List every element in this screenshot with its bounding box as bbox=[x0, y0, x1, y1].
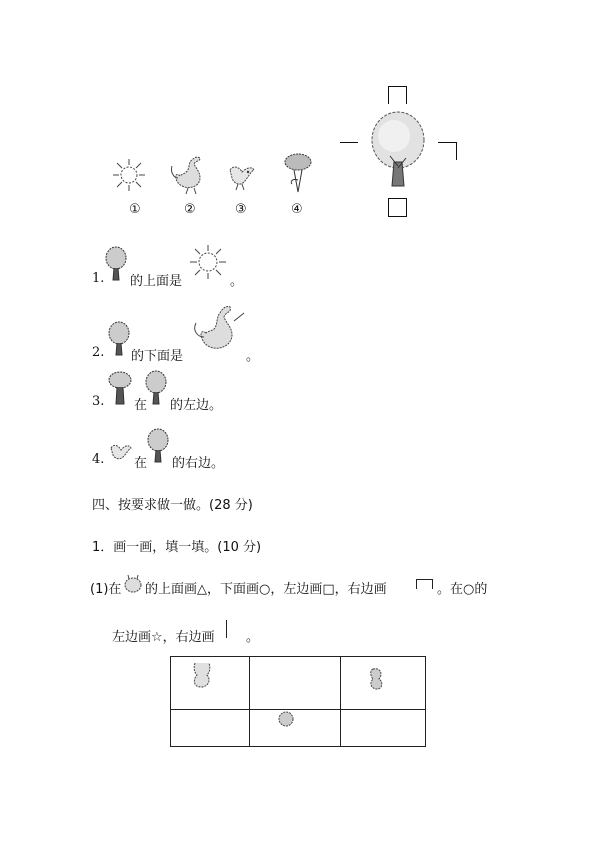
tree-icon bbox=[107, 321, 131, 357]
answer-box-top[interactable] bbox=[388, 86, 407, 104]
question-number: 2. bbox=[92, 345, 105, 360]
grid-cell[interactable] bbox=[341, 710, 426, 747]
label-2: ② bbox=[184, 202, 196, 217]
grid-cell[interactable] bbox=[250, 657, 341, 710]
instruction-text: 。在○的 bbox=[437, 582, 488, 597]
label-3: ③ bbox=[235, 202, 247, 217]
rabbit-icon bbox=[189, 661, 215, 689]
label-1: ① bbox=[129, 202, 141, 217]
question-end: 的右边。 bbox=[172, 456, 225, 471]
rooster-icon bbox=[166, 152, 210, 196]
empty-box-symbol bbox=[416, 579, 433, 589]
rooster-icon bbox=[190, 303, 246, 359]
bird-icon bbox=[224, 158, 258, 192]
question-text: 在 bbox=[134, 456, 148, 471]
answer-box-right[interactable] bbox=[438, 142, 457, 160]
squirrel-icon bbox=[367, 665, 385, 691]
bird-icon bbox=[108, 440, 134, 464]
grid-cell[interactable] bbox=[250, 710, 341, 747]
flower-icon bbox=[282, 150, 314, 196]
grid-cell[interactable] bbox=[171, 657, 250, 710]
big-tree-icon bbox=[368, 110, 428, 190]
sun-icon bbox=[110, 157, 148, 193]
question-text: 的上面是 bbox=[130, 274, 183, 289]
section-title: 四、按要求做一做。(28 分) bbox=[92, 498, 253, 513]
instruction-text: 的上面画△，下面画○，左边画□，右边画 bbox=[145, 582, 387, 597]
answer-line-left[interactable] bbox=[340, 142, 358, 143]
grid-cell[interactable] bbox=[341, 657, 426, 710]
sun-icon bbox=[188, 244, 228, 280]
empty-line-symbol bbox=[226, 620, 227, 638]
question-end: 的左边。 bbox=[170, 398, 223, 413]
label-4: ④ bbox=[291, 202, 303, 217]
tree-icon bbox=[144, 370, 168, 406]
ball-icon bbox=[276, 710, 296, 728]
question-text: 在 bbox=[134, 398, 148, 413]
instruction-text: 左边画☆，右边画 bbox=[112, 630, 215, 645]
answer-box-bottom[interactable] bbox=[388, 198, 407, 217]
question-end: 。 bbox=[246, 349, 260, 364]
question-number: 3. bbox=[92, 394, 105, 409]
rabbit-icon bbox=[123, 575, 143, 593]
drawing-grid bbox=[170, 656, 426, 747]
question-end: 。 bbox=[230, 274, 244, 289]
question-number: 4. bbox=[92, 452, 105, 467]
grid-cell[interactable] bbox=[171, 710, 250, 747]
question-text: 的下面是 bbox=[131, 349, 184, 364]
instruction-end: 。 bbox=[246, 630, 260, 645]
tree-icon bbox=[104, 246, 128, 282]
question-number: 1. bbox=[92, 271, 105, 286]
tree-icon bbox=[146, 428, 170, 464]
mushroom-tree-icon bbox=[108, 370, 132, 406]
sub-title: 1．画一画，填一填。(10 分) bbox=[92, 540, 262, 555]
instruction-text: (1)在 bbox=[90, 582, 122, 597]
